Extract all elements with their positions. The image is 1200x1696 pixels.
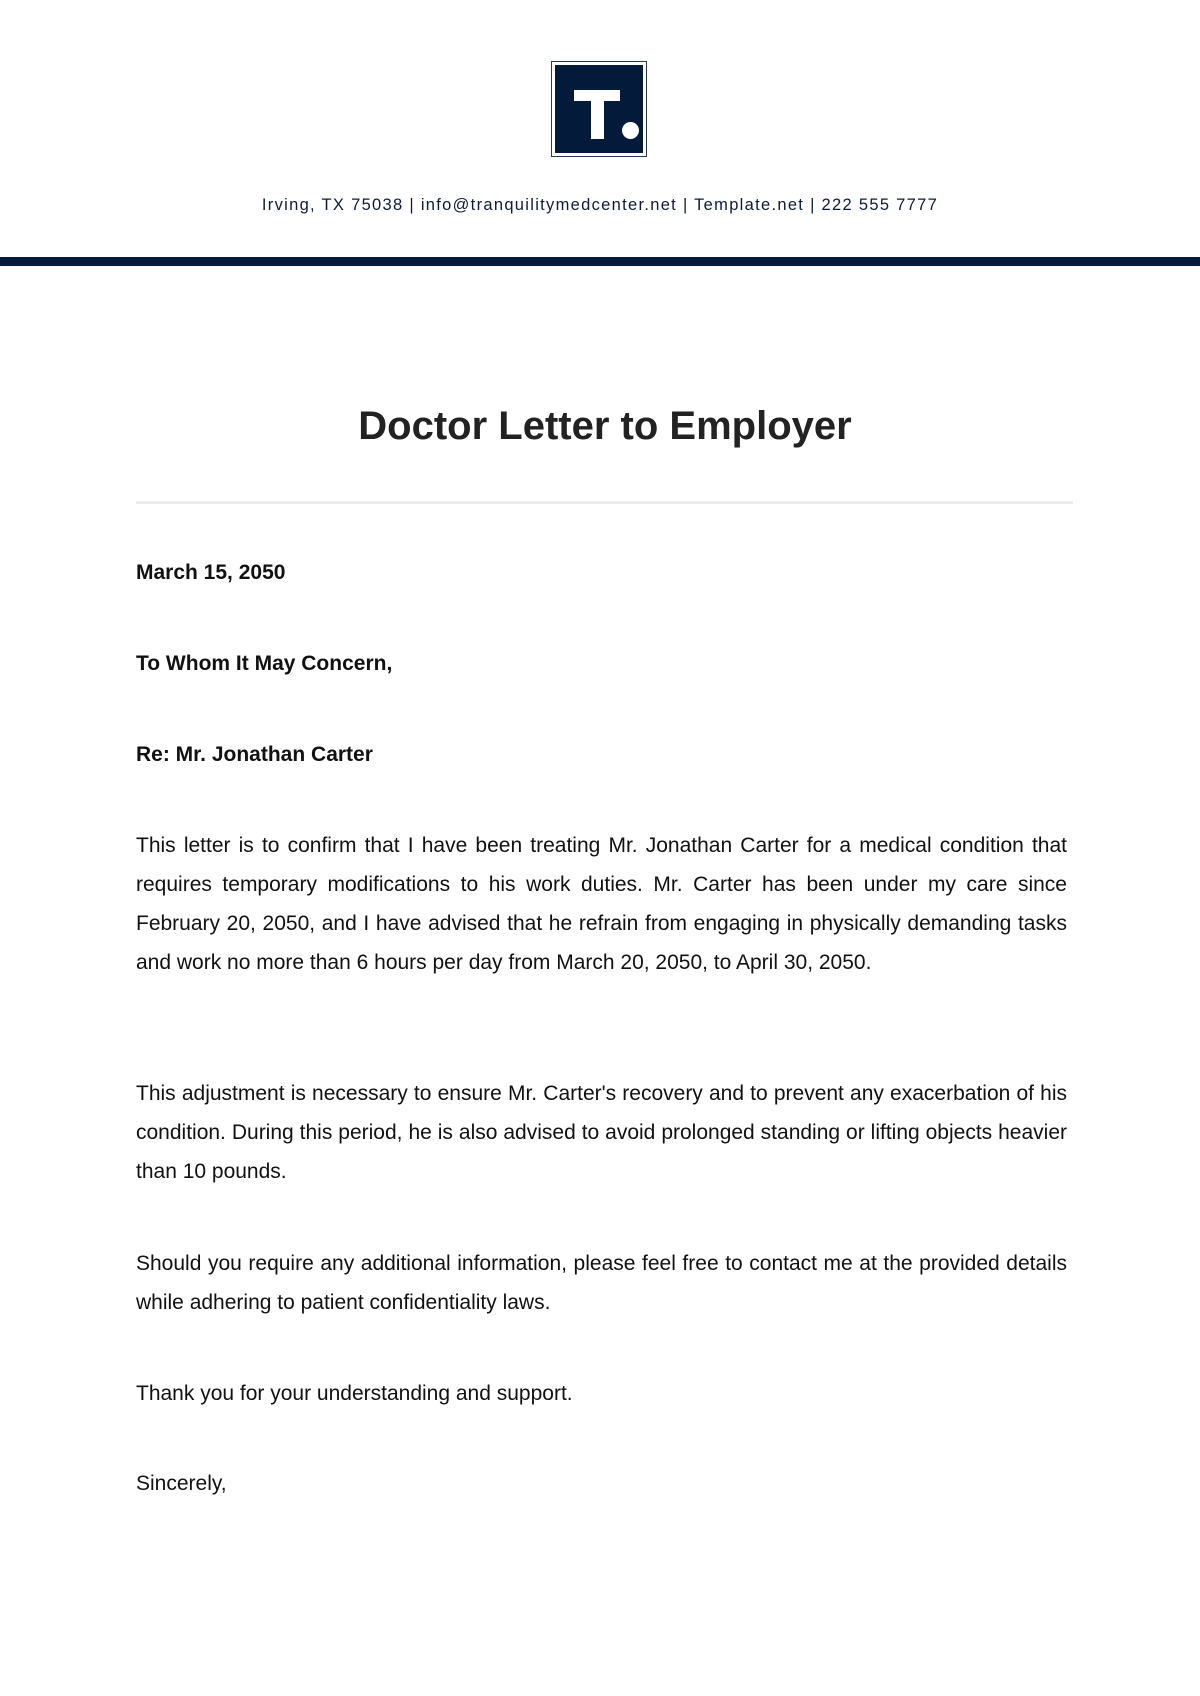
closing: Sincerely, xyxy=(136,1472,227,1495)
body-paragraph: Thank you for your understanding and support. xyxy=(136,1382,573,1405)
body-paragraph: This letter is to confirm that I have been treating Mr. Jonathan Carter for a medical condition that requires temporary modifications to his work duties. Mr. Carter has been under my care since February 20, 2050, and I have advised that he refrain from engaging in physically demanding tasks and work no more than 6 hours per day from March 20, 2050, to April 30, 2050. xyxy=(136,834,1067,974)
body-paragraph: Should you require any additional information, please feel free to contact me at the provided details while adhering to patient confidentiality laws. xyxy=(136,1252,1067,1314)
salutation: To Whom It May Concern, xyxy=(136,652,393,675)
logo-t-icon xyxy=(555,65,643,153)
header-divider-bar xyxy=(0,257,1200,266)
letter-date: March 15, 2050 xyxy=(136,561,286,584)
document-title: Doctor Letter to Employer xyxy=(358,404,852,448)
regarding-line: Re: Mr. Jonathan Carter xyxy=(136,743,373,766)
contact-info: Irving, TX 75038 | info@tranquilitymedcenter.net | Template.net | 222 555 7777 xyxy=(261,196,939,214)
company-logo xyxy=(551,61,647,157)
body-paragraph: This adjustment is necessary to ensure Mr. Carter's recovery and to prevent any exacerbation of his condition. During this period, he is also advised to avoid prolonged standing or lifting objects heavier than 10 pounds. xyxy=(136,1082,1067,1183)
title-divider xyxy=(136,501,1073,504)
